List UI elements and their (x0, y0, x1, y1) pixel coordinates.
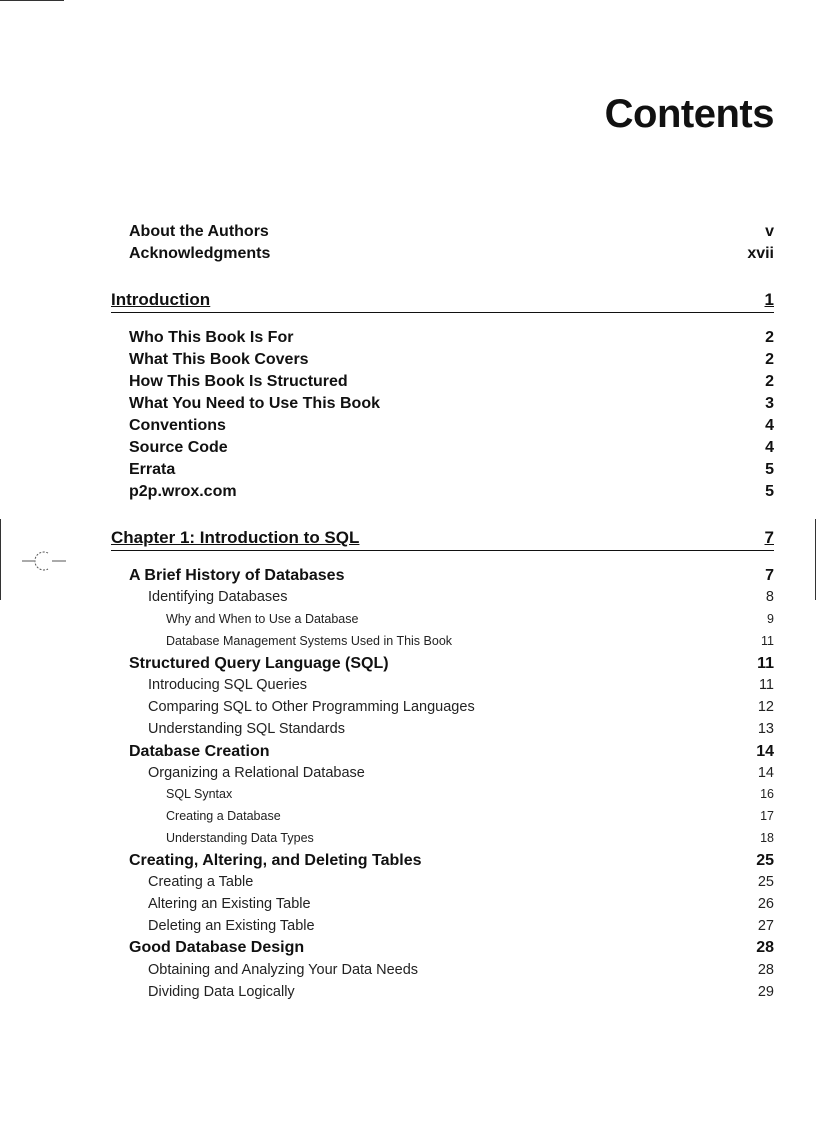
heading-page: 7 (764, 528, 774, 547)
toc-entry[interactable] (166, 612, 774, 634)
entry-title: Understanding Data Types (166, 831, 314, 845)
toc-entry[interactable] (148, 699, 774, 721)
toc-entry[interactable] (129, 743, 774, 765)
entry-page: 14 (757, 765, 774, 781)
toc-entry[interactable] (148, 721, 774, 743)
entry-title: p2p.wrox.com (129, 483, 237, 500)
entry-title: Conventions (129, 417, 226, 434)
entry-title: How This Book Is Structured (129, 373, 348, 390)
toc-entry[interactable] (148, 918, 774, 940)
entry-page: 2 (765, 373, 774, 390)
entry-title: Deleting an Existing Table (148, 918, 315, 934)
entry-page: 2 (765, 329, 774, 346)
entry-page: 5 (765, 483, 774, 500)
toc-entry[interactable] (148, 589, 774, 611)
toc-entry[interactable] (129, 852, 774, 874)
entry-title: Obtaining and Analyzing Your Data Needs (148, 962, 419, 978)
entry-title: Organizing a Relational Database (148, 765, 365, 781)
entry-title: SQL Syntax (166, 787, 233, 801)
entry-title: Creating a Database (166, 809, 281, 823)
toc-entry[interactable] (166, 809, 774, 831)
entry-title: Structured Query Language (SQL) (129, 655, 389, 672)
heading-title: Introduction (111, 290, 211, 309)
entry-page: 4 (765, 417, 774, 434)
entry-page: 12 (757, 699, 774, 715)
entry-page: 11 (758, 677, 774, 693)
entry-title: Creating a Table (148, 874, 254, 890)
entry-page: 18 (760, 831, 774, 845)
entry-title: Database Creation (129, 743, 270, 760)
toc-heading-introduction[interactable] (111, 290, 774, 313)
page-title: Contents (604, 92, 774, 136)
toc-entry[interactable] (148, 984, 774, 1006)
toc-entry[interactable] (129, 351, 774, 373)
toc-heading-chapter-1[interactable] (111, 528, 774, 551)
toc-entry[interactable] (166, 787, 774, 809)
entry-page: 7 (765, 567, 774, 584)
crop-mark-left (0, 519, 1, 600)
entry-title: A Brief History of Databases (129, 567, 345, 584)
toc-entry[interactable] (129, 483, 774, 505)
entry-page: v (765, 223, 774, 240)
toc-entry[interactable] (129, 373, 774, 395)
entry-title: Acknowledgments (129, 245, 271, 262)
entry-title: What You Need to Use This Book (129, 395, 380, 412)
toc-entry[interactable] (166, 634, 774, 656)
entry-title: Who This Book Is For (129, 329, 294, 346)
entry-page: 16 (760, 787, 774, 801)
entry-title: About the Authors (129, 223, 269, 240)
entry-page: 25 (756, 852, 774, 869)
registration-mark-icon (22, 546, 66, 576)
toc-entry[interactable] (129, 461, 774, 483)
toc-entry[interactable] (129, 439, 774, 461)
crop-mark-top (0, 0, 64, 1)
toc-entry[interactable] (129, 567, 774, 589)
toc-entry-about-authors[interactable] (129, 223, 774, 245)
toc-entry[interactable] (148, 765, 774, 787)
entry-title: Database Management Systems Used in This Book (166, 634, 453, 648)
toc-entry[interactable] (148, 677, 774, 699)
entry-page: 4 (765, 439, 774, 456)
entry-page: 2 (765, 351, 774, 368)
entry-page: 8 (765, 589, 774, 605)
toc-entry[interactable] (129, 417, 774, 439)
entry-page: 14 (756, 743, 774, 760)
entry-page: 25 (757, 874, 774, 890)
entry-page: 3 (765, 395, 774, 412)
entry-page: 11 (761, 634, 774, 648)
toc-entry[interactable] (148, 874, 774, 896)
heading-title: Chapter 1: Introduction to SQL (111, 528, 360, 547)
entry-page: 17 (760, 809, 774, 823)
entry-title: Comparing SQL to Other Programming Languages (148, 699, 475, 715)
toc-entry[interactable] (148, 896, 774, 918)
entry-title: Identifying Databases (148, 589, 288, 605)
toc-entry[interactable] (166, 831, 774, 853)
toc-entry[interactable] (129, 329, 774, 351)
entry-title: Why and When to Use a Database (166, 612, 359, 626)
toc-entry[interactable] (129, 655, 774, 677)
entry-title: Altering an Existing Table (148, 896, 311, 912)
entry-page: 27 (757, 918, 774, 934)
toc-entry[interactable] (148, 962, 774, 984)
entry-page: 26 (757, 896, 774, 912)
entry-title: Good Database Design (129, 939, 305, 956)
entry-title: Errata (129, 461, 176, 478)
entry-page: 13 (757, 721, 774, 737)
heading-page: 1 (764, 290, 774, 309)
entry-page: 29 (757, 984, 774, 1000)
entry-title: Source Code (129, 439, 228, 456)
toc-entry[interactable] (129, 395, 774, 417)
entry-title: Introducing SQL Queries (148, 677, 308, 693)
toc-entry-acknowledgments[interactable] (129, 245, 774, 267)
entry-page: 9 (767, 612, 774, 626)
entry-page: 28 (757, 962, 774, 978)
entry-title: Dividing Data Logically (148, 984, 295, 1000)
entry-page: 28 (756, 939, 774, 956)
toc-entry[interactable] (129, 939, 774, 961)
entry-page: xvii (747, 245, 774, 262)
entry-page: 5 (765, 461, 774, 478)
entry-title: Creating, Altering, and Deleting Tables (129, 852, 422, 869)
entry-page: 11 (757, 655, 774, 672)
entry-title: What This Book Covers (129, 351, 309, 368)
entry-title: Understanding SQL Standards (148, 721, 345, 737)
